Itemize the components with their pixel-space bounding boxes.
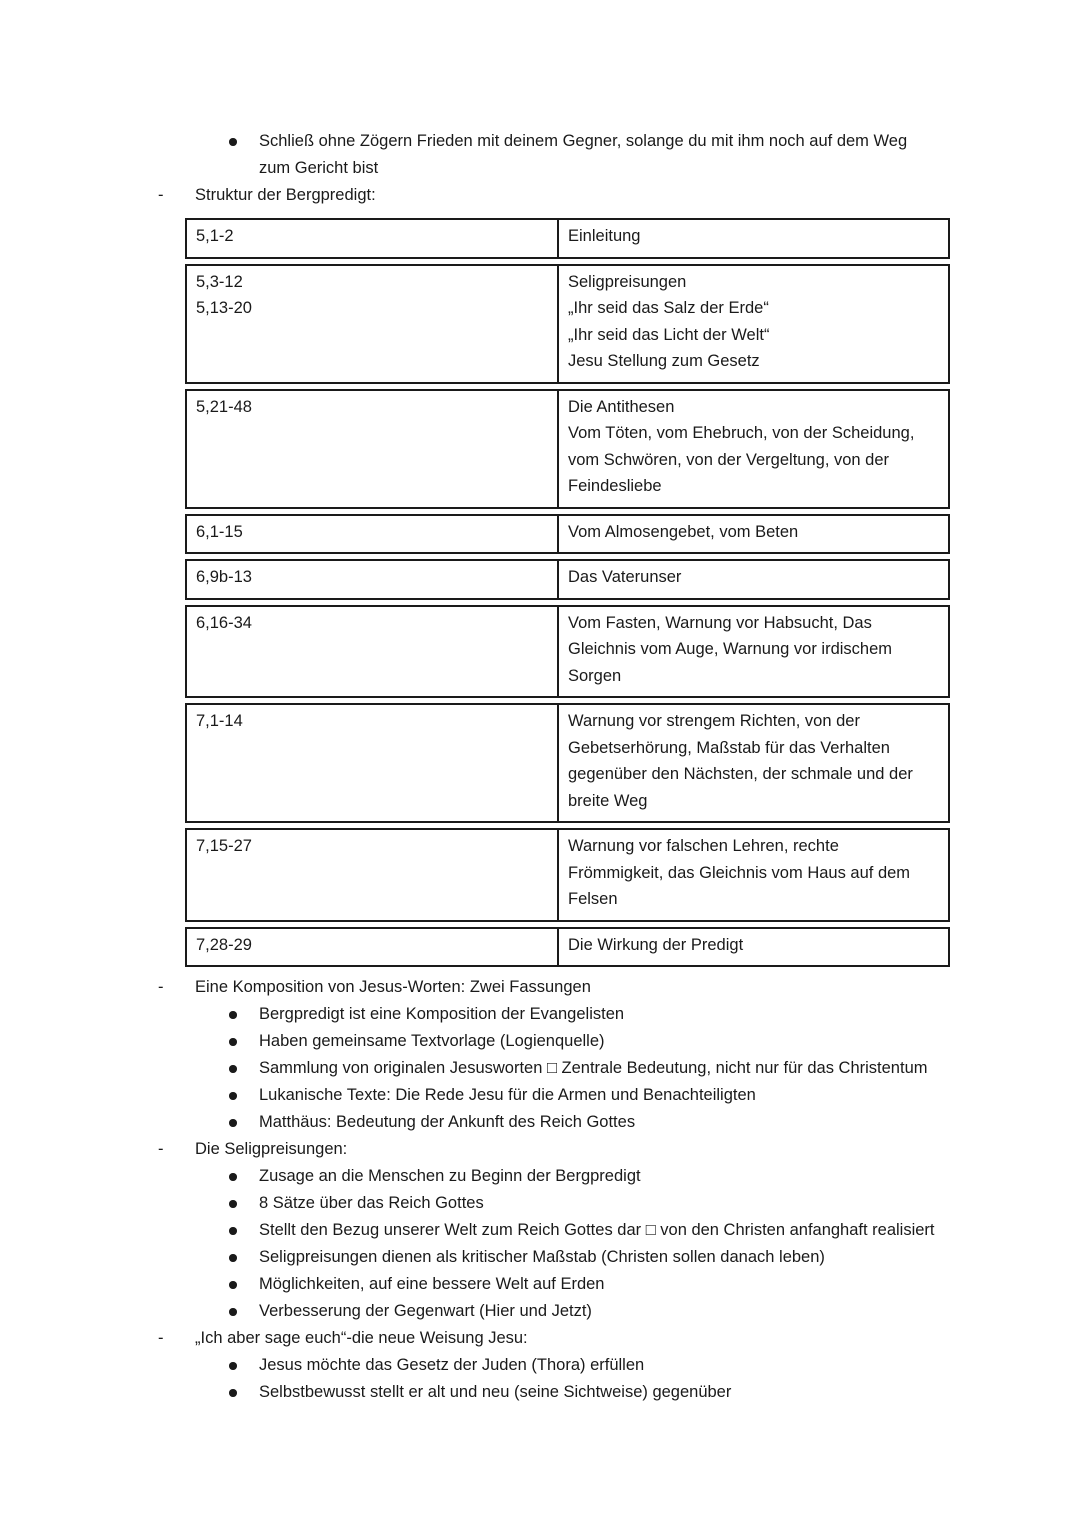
table-cell-description xyxy=(559,220,948,257)
description-text: Vom Fasten, Warnung vor Habsucht, Das Gleichnis vom Auge, Warnung vor irdischem Sorgen xyxy=(568,613,893,685)
table-row xyxy=(185,559,950,600)
bullet-icon xyxy=(229,1352,259,1379)
bullet-list-item xyxy=(229,128,940,182)
dash-marker: - xyxy=(158,1329,164,1347)
verse-ref-text: 6,9b-13 xyxy=(196,568,252,586)
description-text: Warnung vor falschen Lehren, rechte Frömmigkeit, das Gleichnis vom Haus auf dem Felsen xyxy=(568,837,911,908)
description-text: Vom Töten, vom Ehebruch, von der Scheidung, vom Schwören, von der Vergeltung, von der Feindesliebe xyxy=(568,424,915,495)
verse-ref-text: 7,28-29 xyxy=(196,935,252,954)
bullet-dot xyxy=(229,1065,237,1073)
table-cell-description xyxy=(559,561,948,598)
bullet-list-item xyxy=(229,1028,940,1055)
verse-ref-text: 7,15-27 xyxy=(196,837,252,855)
list-item-text: 8 Sätze über das Reich Gottes xyxy=(259,1194,484,1212)
table-cell-description xyxy=(559,929,948,966)
verse-ref-text: 5,13-20 xyxy=(196,299,252,317)
bullet-dot xyxy=(229,1173,237,1181)
bullet-list-item xyxy=(229,1001,940,1028)
bullet-list-item xyxy=(229,1217,940,1244)
bullet-dot xyxy=(229,1308,237,1316)
dash-list-item xyxy=(158,182,940,209)
bergpredigt-structure-table xyxy=(185,218,950,967)
list-item-text: Haben gemeinsame Textvorlage (Logienquelle) xyxy=(259,1032,605,1050)
bullet-list-item xyxy=(229,1352,940,1379)
list-item-text: Matthäus: Bedeutung der Ankunft des Reich Gottes xyxy=(259,1113,636,1131)
bullet-icon xyxy=(229,1163,259,1190)
table-cell-description xyxy=(559,705,948,821)
verse-ref-text: 5,3-12 xyxy=(196,272,243,291)
bullet-dot xyxy=(229,1389,237,1397)
table-cell-verse-ref xyxy=(187,266,559,382)
bullet-list-item xyxy=(229,1190,940,1217)
list-item-text: Verbesserung der Gegenwart (Hier und Jetzt) xyxy=(259,1302,592,1320)
list-item-text: Sammlung von originalen Jesusworten □ Zentrale Bedeutung, nicht nur für das Christentum xyxy=(259,1059,928,1077)
list-item-text: Struktur der Bergpredigt: xyxy=(195,186,376,204)
list-item-text: Die Seligpreisungen: xyxy=(195,1140,348,1158)
table-row xyxy=(185,828,950,922)
bullet-icon xyxy=(229,1055,259,1082)
list-item-text: Schließ ohne Zögern Frieden mit deinem Gegner, solange du mit ihm noch auf dem Weg zum Gericht bist xyxy=(259,132,908,177)
bullet-icon xyxy=(229,1028,259,1055)
table-row xyxy=(185,514,950,555)
table-row xyxy=(185,264,950,384)
description-text: „Ihr seid das Licht der Welt“ xyxy=(568,325,770,344)
table-cell-verse-ref xyxy=(187,705,559,821)
dash-marker: - xyxy=(158,186,164,204)
table-cell-verse-ref xyxy=(187,516,559,553)
table-row xyxy=(185,927,950,968)
description-text: Das Vaterunser xyxy=(568,568,682,586)
table-row xyxy=(185,703,950,823)
description-text: „Ihr seid das Salz der Erde“ xyxy=(568,299,769,317)
bullet-dot xyxy=(229,1227,237,1235)
description-text: Die Antithesen xyxy=(568,397,675,416)
description-text: Die Wirkung der Predigt xyxy=(568,935,744,954)
table-cell-verse-ref xyxy=(187,220,559,257)
bullet-list-item xyxy=(229,1082,940,1109)
bullet-list-item xyxy=(229,1055,940,1082)
bullet-list-item xyxy=(229,1244,940,1271)
bullet-icon xyxy=(229,1379,259,1406)
bullet-icon xyxy=(229,1109,259,1136)
description-text: Seligpreisungen xyxy=(568,272,687,291)
bullet-icon xyxy=(229,128,259,182)
bullet-dot xyxy=(229,1200,237,1208)
description-text: Einleitung xyxy=(568,227,641,245)
table-cell-description xyxy=(559,607,948,697)
bullet-icon xyxy=(229,1217,259,1244)
table-cell-description xyxy=(559,266,948,382)
dash-marker: - xyxy=(158,978,164,996)
dash-list-item xyxy=(158,1136,940,1163)
bullet-dot xyxy=(229,1038,237,1046)
description-text: Vom Almosengebet, vom Beten xyxy=(568,522,799,541)
dash-marker: - xyxy=(158,1140,164,1158)
bullet-dot xyxy=(229,1362,237,1370)
bullet-icon xyxy=(229,1244,259,1271)
bullet-list-item xyxy=(229,1109,940,1136)
bullet-dot xyxy=(229,138,237,146)
list-item-text: Selbstbewusst stellt er alt und neu (seine Sichtweise) gegenüber xyxy=(259,1383,732,1401)
list-item-text: Möglichkeiten, auf eine bessere Welt auf Erden xyxy=(259,1275,605,1293)
bullet-icon xyxy=(229,1190,259,1217)
bullet-list-item xyxy=(229,1163,940,1190)
bullet-icon xyxy=(229,1298,259,1325)
table-cell-verse-ref xyxy=(187,929,559,966)
table-cell-verse-ref xyxy=(187,607,559,697)
description-text: Jesu Stellung zum Gesetz xyxy=(568,352,760,370)
bullet-icon xyxy=(229,1001,259,1028)
bullet-dot xyxy=(229,1281,237,1289)
dash-list-item xyxy=(158,974,940,1001)
list-item-text: Eine Komposition von Jesus-Worten: Zwei Fassungen xyxy=(195,978,591,996)
verse-ref-text: 5,1-2 xyxy=(196,227,234,245)
verse-ref-text: 5,21-48 xyxy=(196,397,252,416)
list-item-text: Zusage an die Menschen zu Beginn der Bergpredigt xyxy=(259,1167,641,1185)
table-cell-description xyxy=(559,516,948,553)
table-row xyxy=(185,605,950,699)
bullet-dot xyxy=(229,1011,237,1019)
bullet-list-item xyxy=(229,1298,940,1325)
bullet-icon xyxy=(229,1271,259,1298)
bullet-list-item xyxy=(229,1271,940,1298)
bullet-list-item xyxy=(229,1379,940,1406)
bullet-icon xyxy=(229,1082,259,1109)
table-cell-verse-ref xyxy=(187,391,559,507)
bullet-dot xyxy=(229,1092,237,1100)
table-cell-description xyxy=(559,830,948,920)
description-text: Warnung vor strengem Richten, von der Gebetserhörung, Maßstab für das Verhalten gegenüber den Nächsten, der schmale und der breite Weg xyxy=(568,712,913,810)
verse-ref-text: 6,1-15 xyxy=(196,522,243,541)
list-item-text: Lukanische Texte: Die Rede Jesu für die Armen und Benachteiligten xyxy=(259,1086,756,1104)
list-item-text: Jesus möchte das Gesetz der Juden (Thora) erfüllen xyxy=(259,1356,645,1374)
table-cell-verse-ref xyxy=(187,830,559,920)
table-cell-verse-ref xyxy=(187,561,559,598)
dash-list-item xyxy=(158,1325,940,1352)
table-row xyxy=(185,218,950,259)
list-item-text: Bergpredigt ist eine Komposition der Evangelisten xyxy=(259,1005,625,1023)
verse-ref-text: 6,16-34 xyxy=(196,613,252,632)
bullet-dot xyxy=(229,1119,237,1127)
list-item-text: Seligpreisungen dienen als kritischer Maßstab (Christen sollen danach leben) xyxy=(259,1248,825,1266)
table-cell-description xyxy=(559,391,948,507)
verse-ref-text: 7,1-14 xyxy=(196,712,243,730)
table-row xyxy=(185,389,950,509)
list-item-text: „Ich aber sage euch“-die neue Weisung Jesu: xyxy=(195,1329,528,1347)
list-item-text: Stellt den Bezug unserer Welt zum Reich Gottes dar □ von den Christen anfanghaft realisiert xyxy=(259,1221,935,1239)
bullet-dot xyxy=(229,1254,237,1262)
